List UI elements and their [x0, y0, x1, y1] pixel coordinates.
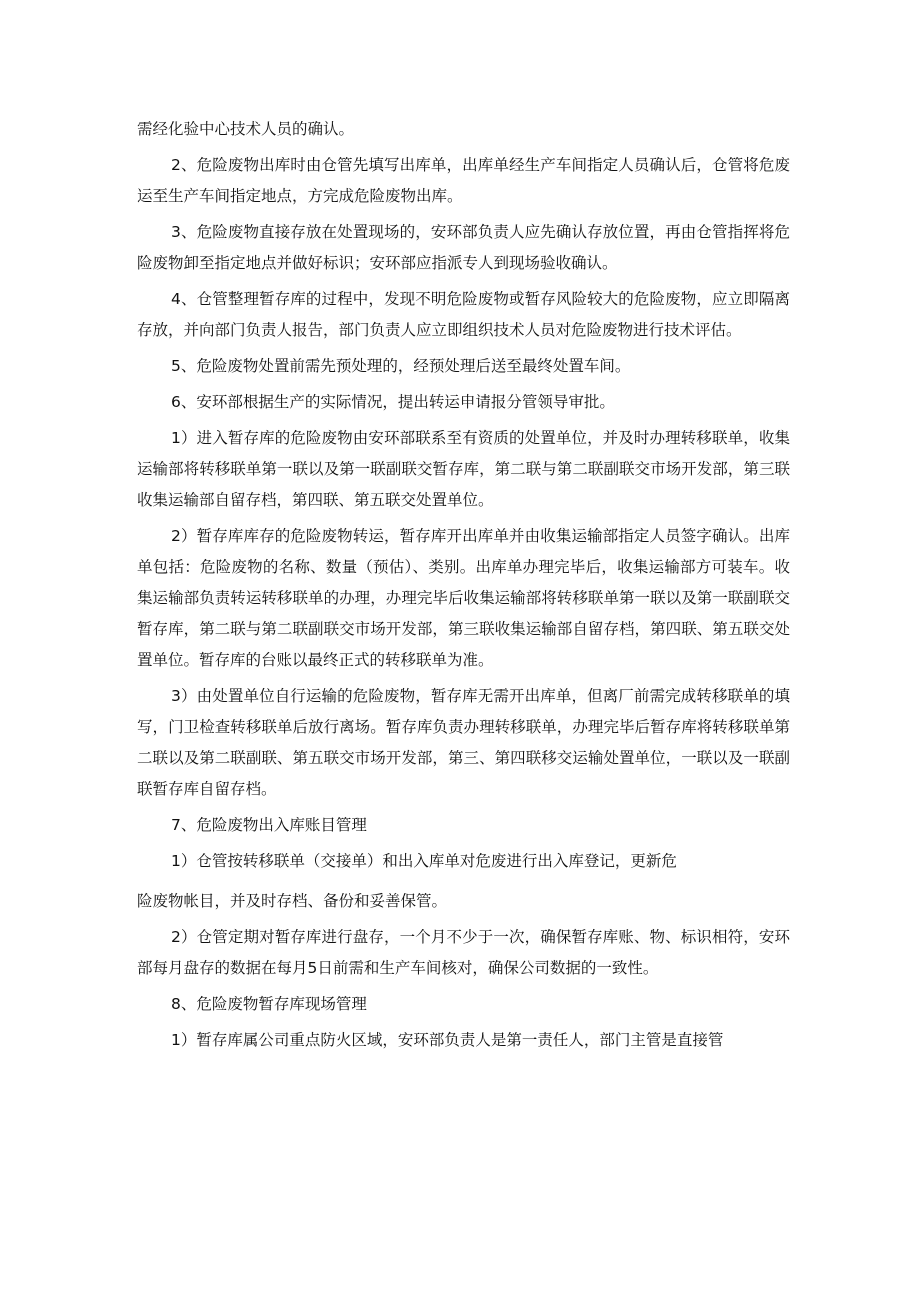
paragraph-item-5: 5、危险废物处置前需先预处理的，经预处理后送至最终处置车间。 — [171, 357, 631, 375]
paragraph-item-6-2: 2）暂存库库存的危险废物转运，暂存库开出库单并由收集运输部指定人员签字确认。出库单包括：危险废物的名称、数量（预估）、类别。出库单办理完毕后，收集运输部方可装车。收集运输部负责转运转移联单的办理，办理完毕后收集运输部将转移联单第一联以及第一联副联交暂存库，第二联与第二联副联交市场开发部，第三联收集运输部自留存档，第四联、第五联交处置单位。暂存库的台账以最终正式的转移联单为准。 — [137, 527, 790, 669]
paragraph-item-3: 3、危险废物直接存放在处置现场的，安环部负责人应先确认存放位置，再由仓管指挥将危险废物卸至指定地点并做好标识；安环部应指派专人到现场验收确认。 — [137, 223, 790, 272]
paragraph-item-6: 6、安环部根据生产的实际情况，提出转运申请报分管领导审批。 — [171, 393, 615, 411]
document-body — [137, 114, 790, 1061]
section-heading-7: 7、危险废物出入库账目管理 — [171, 816, 367, 834]
paragraph-continuation: 需经化验中心技术人员的确认。 — [137, 120, 355, 138]
paragraph-item-2: 2、危险废物出库时由仓管先填写出库单，出库单经生产车间指定人员确认后，仓管将危废运至生产车间指定地点，方完成危险废物出库。 — [137, 156, 790, 205]
paragraph-item-8-1: 1）暂存库属公司重点防火区域，安环部负责人是第一责任人，部门主管是直接管 — [171, 1031, 724, 1049]
paragraph-item-6-1: 1）进入暂存库的危险废物由安环部联系至有资质的处置单位，并及时办理转移联单，收集运输部将转移联单第一联以及第一联副联交暂存库，第二联与第二联副联交市场开发部，第三联收集运输部自留存档，第四联、第五联交处置单位。 — [137, 429, 790, 509]
paragraph-item-7-2: 2）仓管定期对暂存库进行盘存，一个月不少于一次，确保暂存库账、物、标识相符，安环部每月盘存的数据在每月5日前需和生产车间核对，确保公司数据的一致性。 — [137, 928, 790, 977]
paragraph-item-7-1-continued: 险废物帐目，并及时存档、备份和妥善保管。 — [137, 892, 448, 910]
section-heading-8: 8、危险废物暂存库现场管理 — [171, 995, 367, 1013]
paragraph-item-7-1: 1）仓管按转移联单（交接单）和出入库单对危废进行出入库登记，更新危 — [171, 852, 677, 870]
paragraph-item-4: 4、仓管整理暂存库的过程中，发现不明危险废物或暂存风险较大的危险废物，应立即隔离存放，并向部门负责人报告，部门负责人应立即组织技术人员对危险废物进行技术评估。 — [137, 290, 790, 339]
paragraph-item-6-3: 3）由处置单位自行运输的危险废物，暂存库无需开出库单，但离厂前需完成转移联单的填写，门卫检查转移联单后放行离场。暂存库负责办理转移联单，办理完毕后暂存库将转移联单第二联以及第二联副联、第五联交市场开发部，第三、第四联移交运输处置单位，一联以及一联副联暂存库自留存档。 — [137, 687, 790, 798]
